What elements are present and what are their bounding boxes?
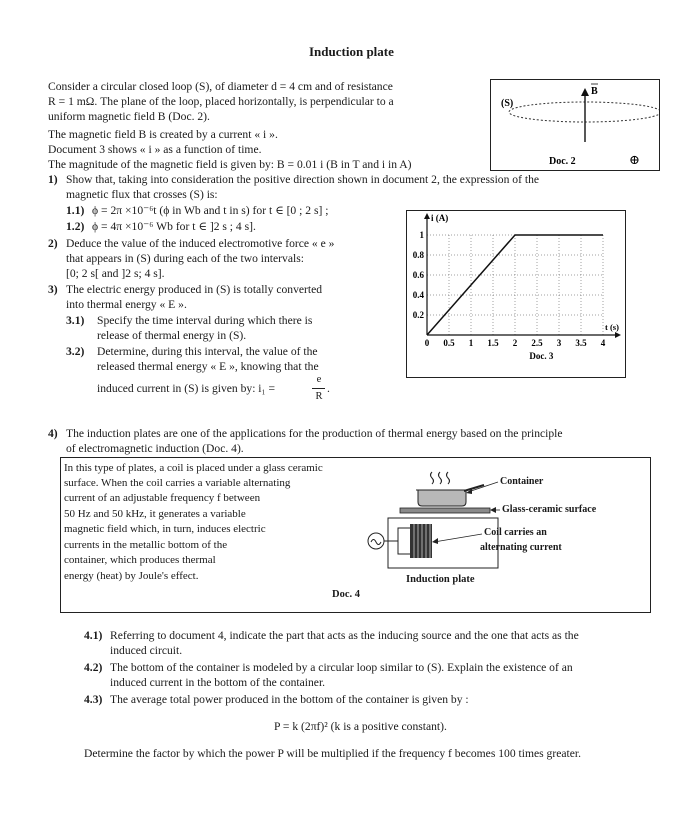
q4-line: of electromagnetic induction (Doc. 4).: [66, 442, 244, 455]
coil-icon: [410, 524, 432, 558]
doc4-text-line: container, which produces thermal: [64, 554, 216, 566]
fraction-denominator: R: [315, 391, 323, 402]
y-tick-label: 1: [419, 230, 424, 240]
q3-number: 3): [48, 283, 58, 296]
intro-line: The magnitude of the magnetic field is given by: B = 0.01 i (B in T and i in A): [48, 158, 412, 171]
q42-number: 4.2): [84, 661, 103, 674]
q2-line: that appears in (S) during each of the two intervals:: [66, 252, 304, 265]
wire: [398, 541, 410, 554]
q1-number: 1): [48, 173, 58, 186]
doc3-figure: [406, 210, 626, 378]
x-tick-label: 0: [424, 338, 430, 348]
fraction-numerator: e: [316, 374, 322, 385]
q41-line: Referring to document 4, indicate the part that acts as the inducing source and the one that acts as the: [110, 629, 579, 642]
doc4-text-line: magnetic field which, in turn, induces electric: [64, 523, 266, 535]
loop-label: (S): [501, 98, 514, 109]
q2-line: [0; 2 s[ and ]2 s; 4 s].: [66, 267, 165, 280]
container-label: Container: [500, 476, 544, 487]
q31-number: 3.1): [66, 314, 85, 327]
q43-line: The average total power produced in the bottom of the container is given by :: [110, 693, 469, 706]
doc2-figure: [490, 79, 660, 171]
intro-line: Document 3 shows « i » as a function of time.: [48, 143, 262, 156]
q12-text: ϕ = 4π ×10⁻⁶ Wb for t ∈ ]2 s ; 4 s].: [92, 220, 256, 233]
q42-line: induced current in the bottom of the container.: [110, 676, 326, 689]
q31-line: release of thermal energy in (S).: [97, 329, 247, 342]
coil-label: alternating current: [480, 542, 562, 553]
final-question: Determine the factor by which the power P will be multiplied if the frequency f becomes 100 times greater.: [84, 747, 581, 760]
field-label: B: [591, 86, 598, 97]
wire: [380, 528, 410, 541]
coil-label: Coil carries an: [484, 527, 547, 538]
loop-ellipse: [509, 102, 659, 122]
q32-line: induced current in (S) is given by: i₁ =: [97, 382, 276, 395]
surface-label: Glass-ceramic surface: [502, 504, 597, 515]
pointer-arrow: [432, 538, 438, 544]
q11-number: 1.1): [66, 204, 85, 217]
x-tick-label: 2: [512, 338, 518, 348]
q43-number: 4.3): [84, 693, 103, 706]
plus-circle-icon: ⊕: [629, 152, 640, 167]
doc4-label: Doc. 4: [332, 589, 360, 600]
q4-number: 4): [48, 427, 58, 440]
q32-line: released thermal energy « E », knowing that the: [97, 360, 319, 373]
x-tick-label: 1.5: [487, 338, 499, 348]
doc2-label: Doc. 2: [549, 156, 576, 167]
x-axis-arrow: [615, 332, 621, 338]
x-axis-label: t (s): [605, 322, 619, 332]
container-pot: [418, 490, 466, 506]
heat-wave-icon: [439, 472, 442, 484]
heat-wave-icon: [431, 472, 434, 484]
intro-line: R = 1 mΩ. The plane of the loop, placed horizontally, is perpendicular to a: [48, 95, 394, 108]
x-tick-label: 1: [468, 338, 474, 348]
y-axis-arrow: [424, 213, 430, 219]
doc4-text-line: energy (heat) by Joule's effect.: [64, 570, 199, 582]
q3-line: The electric energy produced in (S) is totally converted: [66, 283, 323, 296]
doc4-text-line: 50 Hz and 50 kHz, it generates a variable: [64, 508, 246, 520]
doc2-diagram: [491, 80, 659, 170]
q41-number: 4.1): [84, 629, 103, 642]
glass-ceramic-surface: [400, 508, 490, 513]
intro-line: uniform magnetic field B (Doc. 2).: [48, 110, 210, 123]
doc3-label: Doc. 3: [529, 351, 554, 361]
heat-wave-icon: [447, 472, 450, 484]
y-tick-label: 0.6: [412, 270, 424, 280]
q4-line: The induction plates are one of the applications for the production of thermal energy based on the principle: [66, 427, 563, 440]
q42-line: The bottom of the container is modeled by a circular loop similar to (S). Explain the existence of an: [110, 661, 573, 674]
plate-label: Induction plate: [406, 574, 475, 585]
x-tick-label: 3.5: [575, 338, 587, 348]
x-tick-label: 0.5: [443, 338, 455, 348]
power-formula: P = k (2πf)² (k is a positive constant).: [274, 720, 447, 733]
doc4-text-line: current of an adjustable frequency f between: [64, 492, 261, 504]
q1-line: Show that, taking into consideration the positive direction shown in document 2, the expression of the: [66, 173, 540, 186]
field-arrow-head: [581, 88, 589, 96]
y-tick-label: 0.2: [412, 310, 424, 320]
doc4-text-line: currents in the metallic bottom of the: [64, 539, 228, 551]
y-tick-label: 0.4: [412, 290, 424, 300]
period: .: [327, 382, 330, 395]
doc4-text-line: In this type of plates, a coil is placed under a glass ceramic: [64, 462, 323, 474]
q31-line: Specify the time interval during which there is: [97, 314, 313, 327]
doc4-text-line: surface. When the coil carries a variable alternating: [64, 477, 291, 489]
x-tick-label: 3: [556, 338, 562, 348]
q12-number: 1.2): [66, 220, 85, 233]
x-tick-label: 4: [600, 338, 606, 348]
q2-number: 2): [48, 237, 58, 250]
intro-line: Consider a circular closed loop (S), of diameter d = 4 cm and of resistance: [48, 80, 393, 93]
pointer-line: [468, 482, 498, 492]
q11-text: ϕ = 2π ×10⁻⁶t (ϕ in Wb and t in s) for t ∈ [0 ; 2 s] ;: [92, 204, 329, 217]
q32-number: 3.2): [66, 345, 85, 358]
intro-line: The magnetic field B is created by a current « i ».: [48, 128, 278, 141]
doc3-chart: [407, 211, 625, 377]
pointer-line: [434, 534, 482, 542]
q41-line: induced circuit.: [110, 644, 183, 657]
pointer-arrow: [490, 507, 496, 513]
fraction-bar: [312, 388, 325, 389]
page-title: Induction plate: [309, 44, 394, 59]
x-tick-label: 2.5: [531, 338, 543, 348]
q2-line: Deduce the value of the induced electromotive force « e »: [66, 237, 335, 250]
y-axis-label: i (A): [431, 213, 449, 223]
q32-line: Determine, during this interval, the value of the: [97, 345, 318, 358]
y-tick-label: 0.8: [412, 250, 424, 260]
q1-line: magnetic flux that crosses (S) is:: [66, 188, 218, 201]
q3-line: into thermal energy « E ».: [66, 298, 187, 311]
